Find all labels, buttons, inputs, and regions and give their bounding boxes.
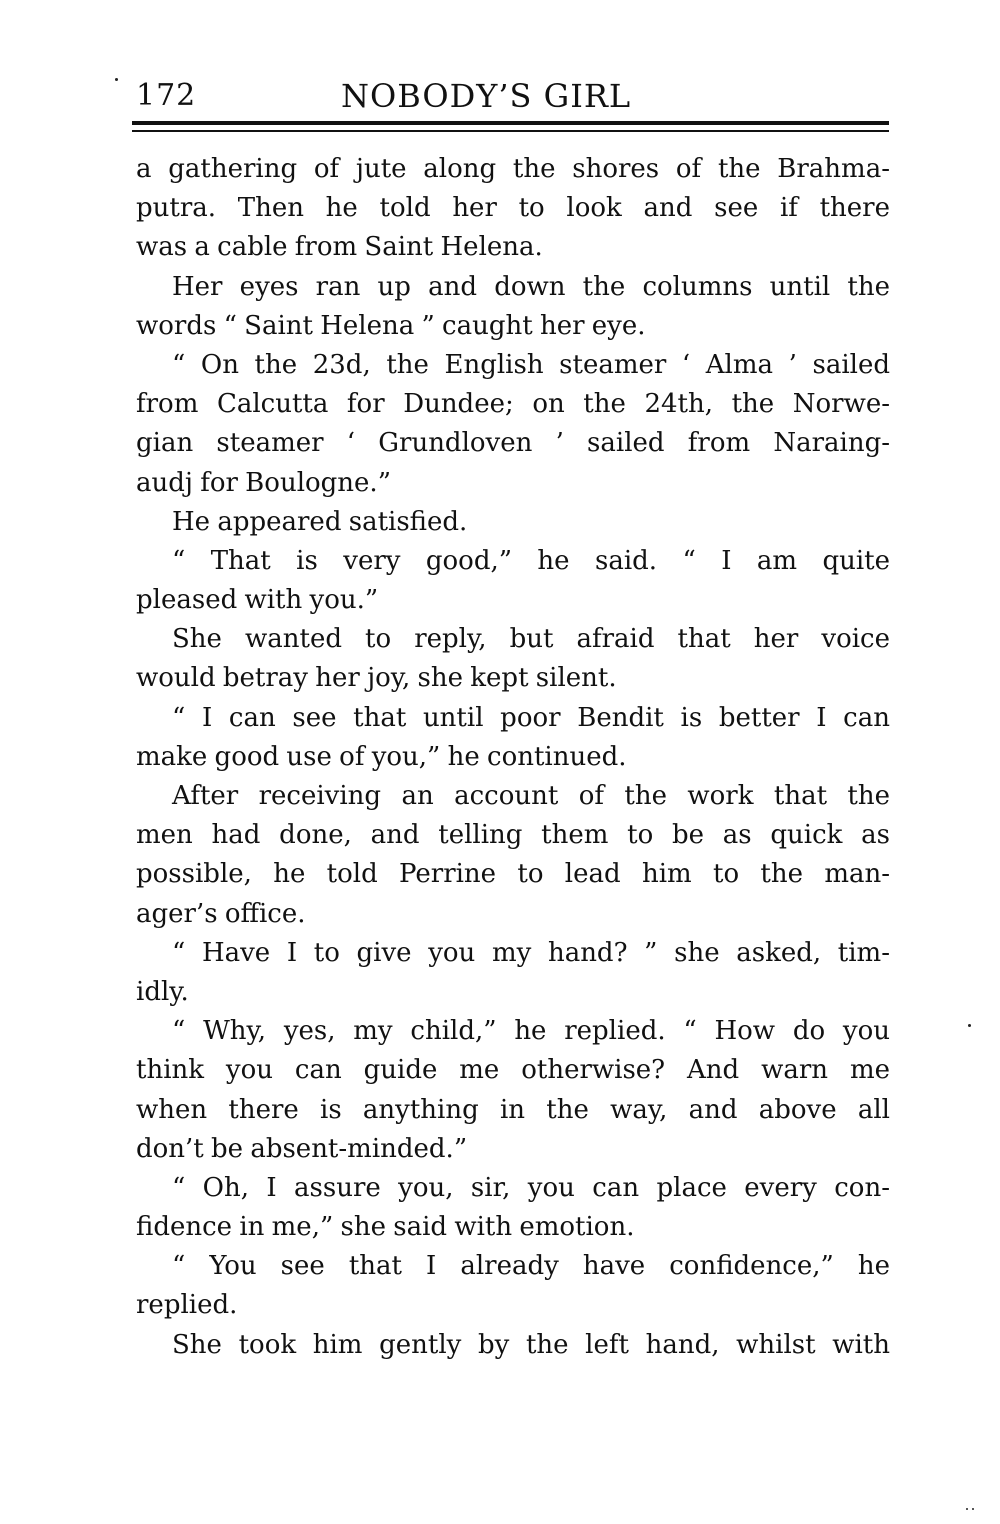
print-speck — [115, 78, 118, 81]
print-speck — [966, 1508, 968, 1510]
text-line: idly. — [136, 976, 189, 1007]
text-line: She took him gently by the left hand, whilst with — [172, 1329, 890, 1360]
header-rule-thick — [132, 121, 889, 125]
text-line: would betray her joy, she kept silent. — [136, 663, 617, 694]
text-line: gian steamer ‘ Grundloven ’ sailed from Naraing- — [136, 428, 890, 459]
running-title: NOBODY’S GIRL — [341, 77, 632, 115]
page-header — [136, 76, 890, 120]
text-line: don’t be absent-minded.” — [136, 1133, 468, 1164]
header-rule-thin — [132, 130, 889, 132]
text-line: a gathering of jute along the shores of the Brahma- — [136, 154, 890, 184]
text-line: “ I can see that until poor Bendit is better I can — [172, 702, 890, 733]
text-line: men had done, and telling them to be as quick as — [136, 820, 890, 851]
text-line: make good use of you,” he continued. — [136, 741, 627, 772]
text-line: was a cable from Saint Helena. — [136, 232, 543, 263]
text-line: “ On the 23d, the English steamer ‘ Alma ’ sailed — [172, 349, 890, 380]
text-line: replied. — [136, 1290, 238, 1321]
text-line: Her eyes ran up and down the columns until the — [172, 271, 890, 302]
text-line: audj for Boulogne.” — [136, 467, 391, 498]
text-line: After receiving an account of the work that the — [172, 781, 890, 811]
text-line: ager’s office. — [136, 898, 306, 929]
body-text — [136, 150, 890, 1365]
print-speck — [968, 1024, 971, 1027]
text-line: “ Have I to give you my hand? ” she asked, tim- — [172, 937, 890, 968]
text-line: think you can guide me otherwise? And warn me — [136, 1055, 890, 1086]
text-line: “ Why, yes, my child,” he replied. “ How do you — [172, 1016, 890, 1047]
text-line: putra. Then he told her to look and see if there — [136, 193, 890, 224]
text-line: from Calcutta for Dundee; on the 24th, the Norwe- — [136, 389, 890, 420]
text-line: She wanted to reply, but afraid that her voice — [172, 624, 890, 655]
text-line: “ That is very good,” he said. “ I am quite — [172, 545, 890, 576]
text-line: fidence in me,” she said with emotion. — [136, 1212, 635, 1243]
text-line: He appeared satisfied. — [172, 506, 468, 537]
page-number: 172 — [136, 78, 197, 113]
text-line: when there is anything in the way, and above all — [136, 1094, 890, 1125]
text-line: possible, he told Perrine to lead him to the man- — [136, 859, 890, 890]
text-line: words “ Saint Helena ” caught her eye. — [136, 310, 646, 341]
print-speck — [972, 1508, 974, 1510]
text-line: pleased with you.” — [136, 585, 379, 616]
text-line: “ You see that I already have confidence,” he — [172, 1251, 890, 1282]
text-line: “ Oh, I assure you, sir, you can place every con- — [172, 1172, 890, 1203]
